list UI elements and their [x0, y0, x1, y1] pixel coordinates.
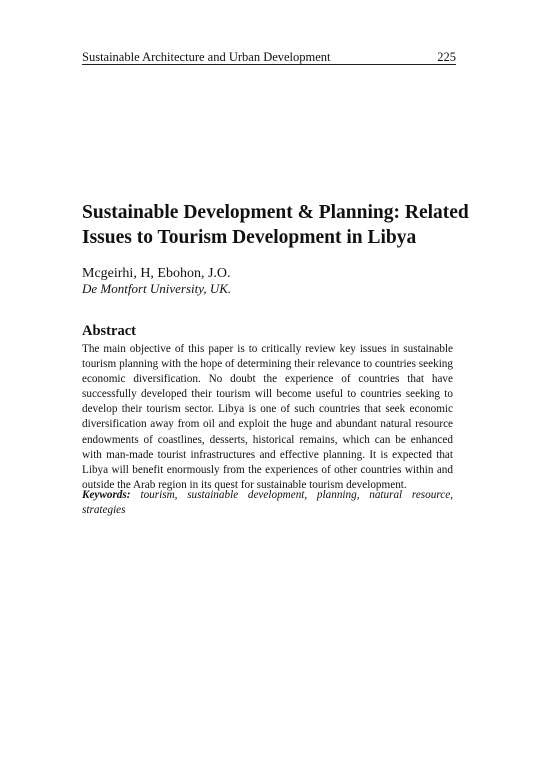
author-affiliation: De Montfort University, UK.: [82, 281, 232, 296]
keywords-label: Keywords:: [82, 489, 131, 501]
running-header: [82, 46, 456, 65]
journal-title: Sustainable Architecture and Urban Development: [82, 50, 331, 64]
keywords-text: tourism, sustainable development, planning, natural resource, strategies: [82, 489, 453, 517]
abstract-heading: Abstract: [82, 323, 136, 339]
abstract-body: The main objective of this paper is to critically review key issues in sustainable tourism planning with the hope of determining their relevance to countries seeking economic diversification. No doubt the experience of countries that have successfully developed their tourism will become useful to countries seeking to develop their tourism sector. Libya is one of such countries that seek economic diversification away from oil and exploit the huge and abundant natural resource endowments of coastlines, desserts, historical remains, which can be enhanced with man-made tourist infrastructures and effective planning. It is expected that Libya will benefit enormously from the experiences of other countries within and outside the Arab region in its quest for sustainable tourism development.: [82, 343, 453, 491]
keywords-line: [82, 488, 453, 518]
page-number: 225: [437, 50, 456, 64]
paper-authors: Mcgeirhi, H, Ebohon, J.O.: [82, 266, 231, 281]
paper-title: Sustainable Development & Planning: Related Issues to Tourism Development in Libya: [82, 202, 469, 248]
